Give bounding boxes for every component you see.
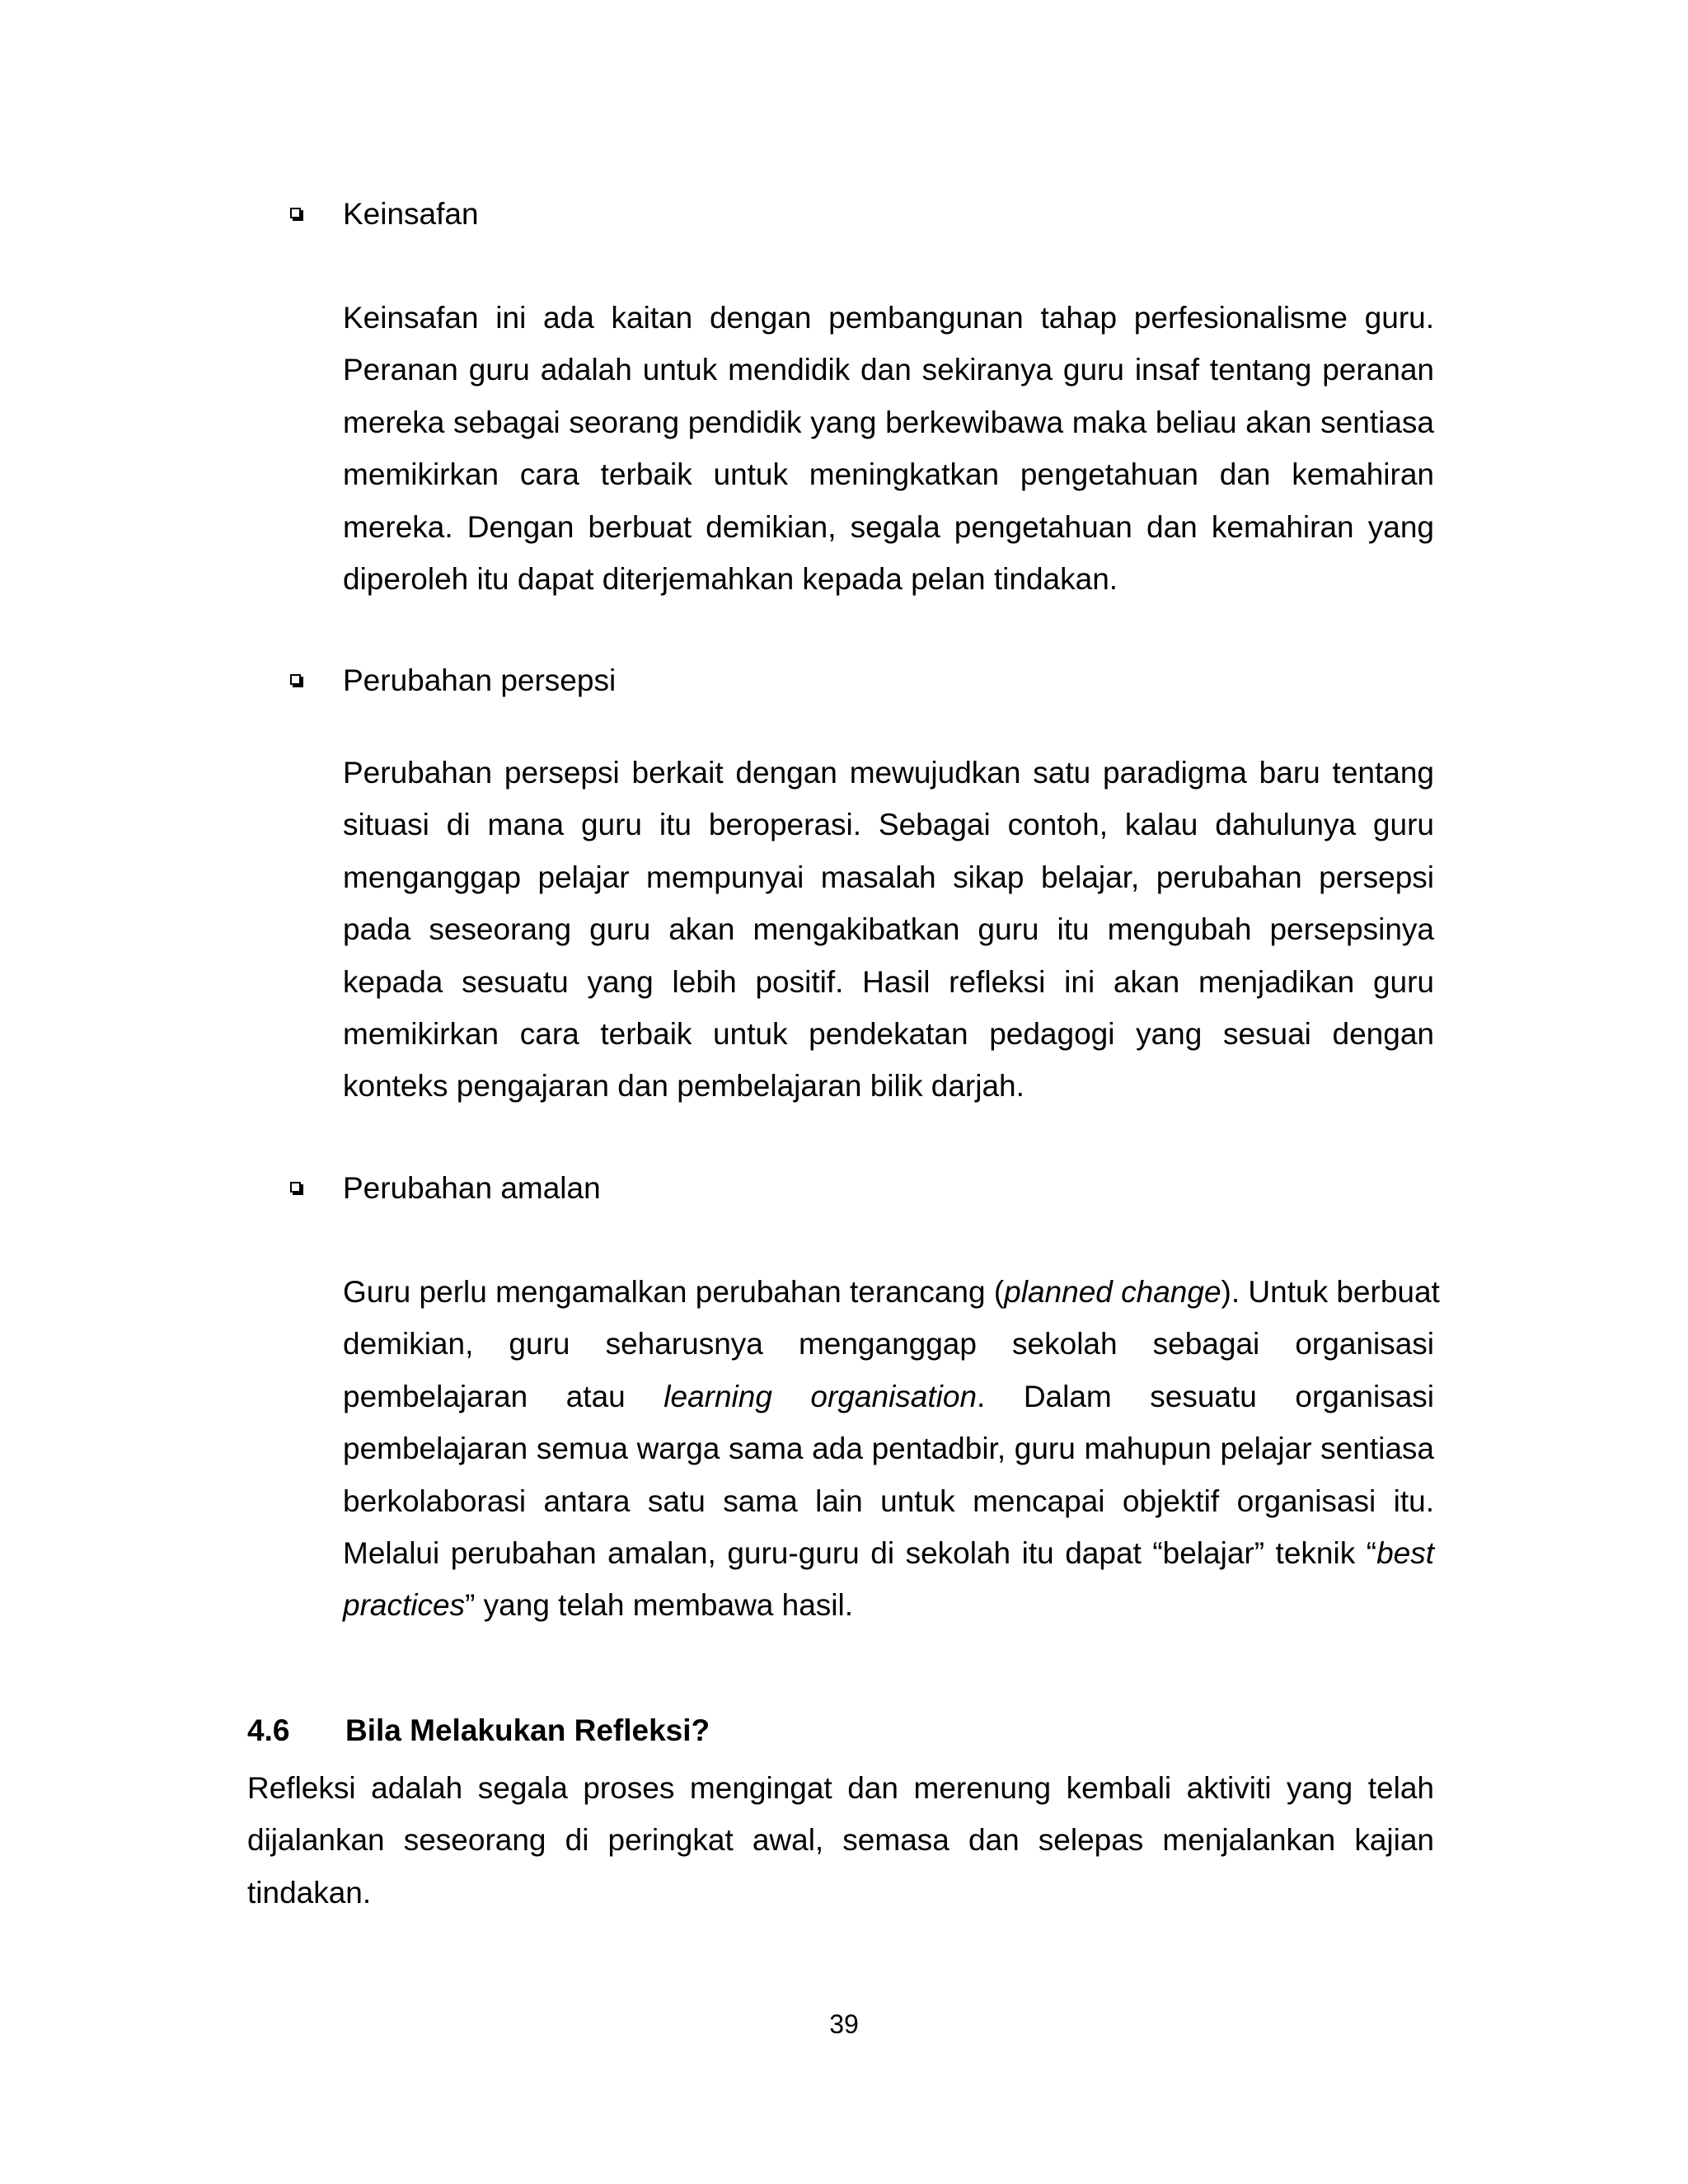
paragraph-perubahan-persepsi [343, 747, 1434, 1113]
bullet-label: Perubahan amalan [343, 1171, 601, 1205]
bullet-label: Perubahan persepsi [343, 663, 617, 697]
paragraph-line: menganggap pelajar mempunyai masalah sikap belajar, perubahan persepsi [343, 860, 1434, 894]
checkbox-bullet-icon [290, 208, 301, 218]
paragraph-keinsafan [343, 292, 1434, 605]
paragraph-line: pembelajaran semua warga sama ada pentadbir, guru mahupun pelajar sentiasa [343, 1432, 1434, 1466]
paragraph-line: diperoleh itu dapat diterjemahkan kepada pelan tindakan. [343, 561, 1118, 596]
paragraph-line: dijalankan seseorang di peringkat awal, semasa dan selepas menjalankan kajian [247, 1823, 1434, 1858]
paragraph-line: memikirkan cara terbaik untuk pendekatan pedagogi yang sesuai dengan [343, 1016, 1434, 1051]
paragraph-line: mereka sebagai seorang pendidik yang berkewibawa maka beliau akan sentiasa [343, 405, 1434, 439]
page-number: 39 [829, 2009, 859, 2039]
checkbox-bullet-icon [290, 674, 301, 685]
paragraph-line: kepada sesuatu yang lebih positif. Hasil refleksi ini akan menjadikan guru [343, 964, 1434, 999]
paragraph-line: Perubahan persepsi berkait dengan mewujudkan satu paradigma baru tentang [343, 756, 1434, 790]
paragraph-line: situasi di mana guru itu beroperasi. Sebagai contoh, kalau dahulunya guru [343, 808, 1434, 842]
paragraph-line: Guru perlu mengamalkan perubahan terancang (planned change). Untuk berbuat [343, 1275, 1440, 1309]
paragraph-line: konteks pengajaran dan pembelajaran bilik darjah. [343, 1069, 1025, 1104]
paragraph-line: mereka. Dengan berbuat demikian, segala pengetahuan dan kemahiran yang [343, 509, 1434, 544]
paragraph-line: pada seseorang guru akan mengakibatkan guru itu mengubah persepsinya [343, 912, 1434, 947]
paragraph-line: tindakan. [247, 1875, 372, 1910]
paragraph-line: practices” yang telah membawa hasil. [343, 1588, 854, 1623]
section-number: 4.6 [247, 1713, 290, 1747]
section-title: Bila Melakukan Refleksi? [345, 1713, 710, 1747]
checkbox-bullet-icon [290, 1182, 301, 1193]
paragraph-line: Refleksi adalah segala proses mengingat dan merenung kembali aktiviti yang telah [247, 1771, 1434, 1805]
paragraph-perubahan-amalan [343, 1266, 1440, 1632]
paragraph-line: demikian, guru seharusnya menganggap sekolah sebagai organisasi [343, 1327, 1434, 1361]
paragraph-line: berkolaborasi antara satu sama lain untuk mencapai objektif organisasi itu. [343, 1483, 1434, 1518]
paragraph-line: Peranan guru adalah untuk mendidik dan sekiranya guru insaf tentang peranan [343, 353, 1434, 387]
bullet-label: Keinsafan [343, 197, 479, 231]
paragraph-line: Melalui perubahan amalan, guru-guru di sekolah itu dapat “belajar” teknik “best [343, 1535, 1434, 1570]
paragraph-line: Keinsafan ini ada kaitan dengan pembangunan tahap perfesionalisme guru. [343, 301, 1434, 335]
paragraph-line: pembelajaran atau learning organisation. Dalam sesuatu organisasi [343, 1379, 1435, 1413]
paragraph-line: memikirkan cara terbaik untuk meningkatkan pengetahuan dan kemahiran [343, 457, 1434, 492]
paragraph-refleksi [247, 1762, 1434, 1919]
